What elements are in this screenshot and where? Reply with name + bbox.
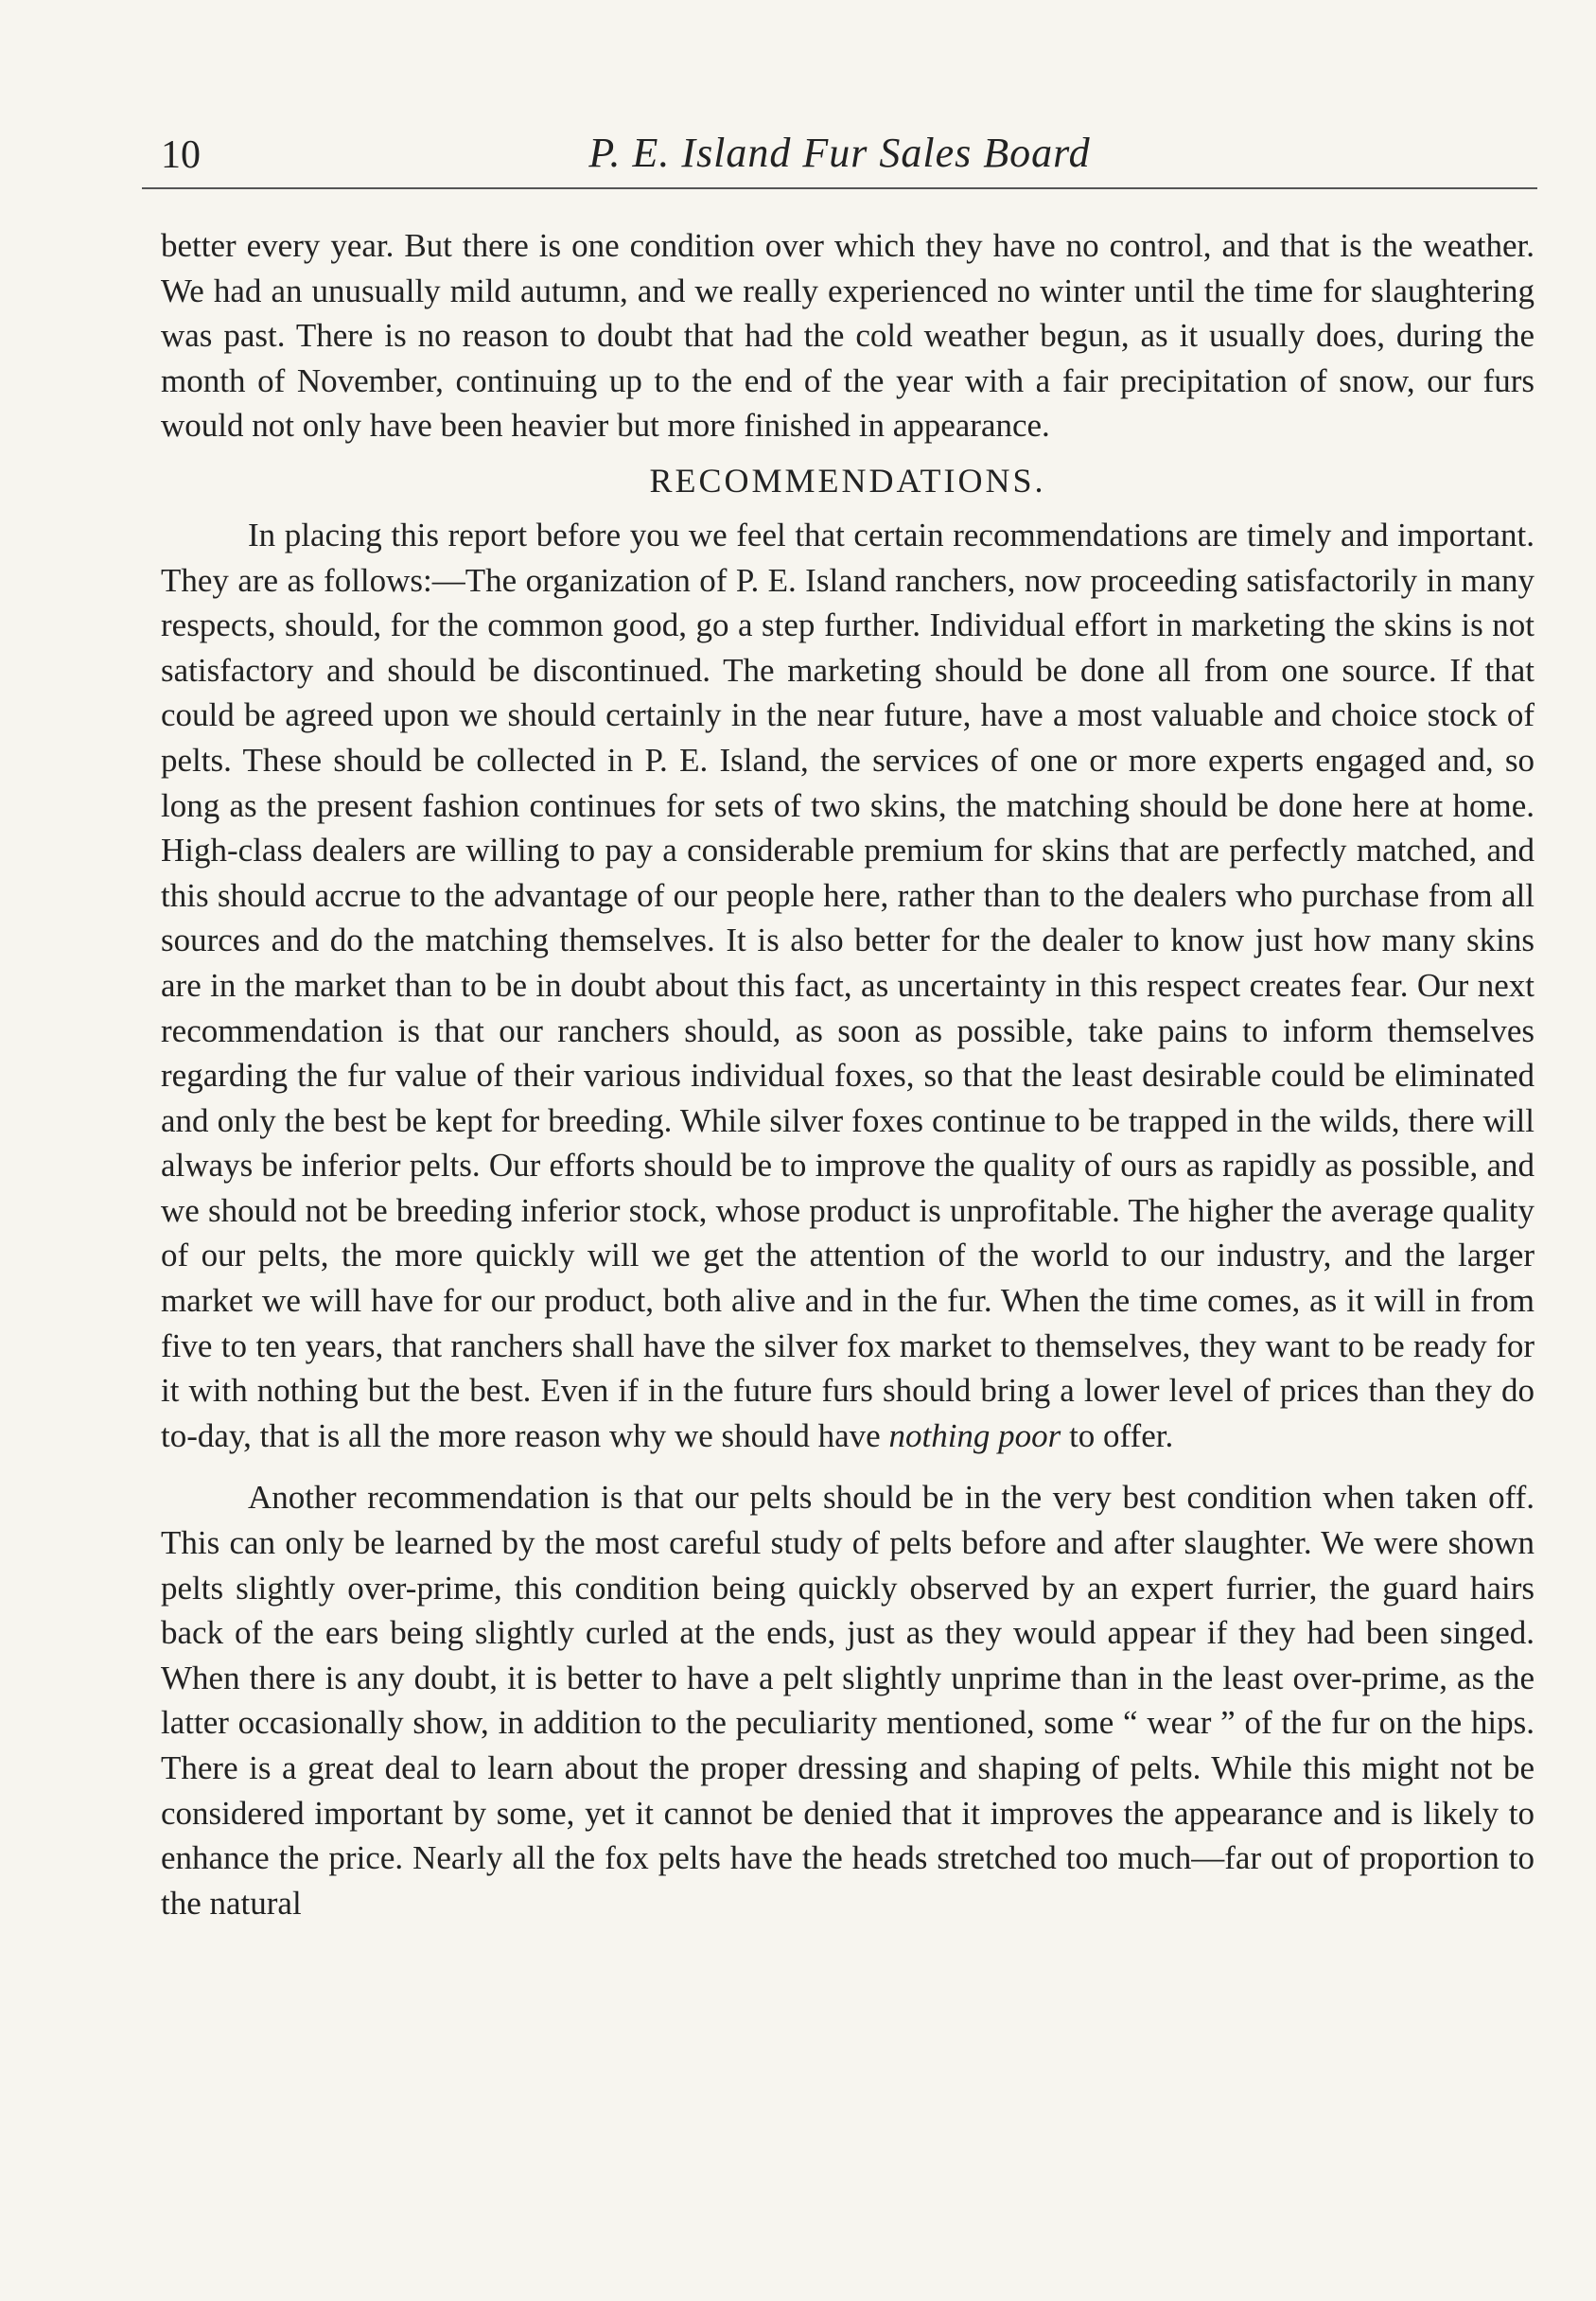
paragraph-gap <box>161 1458 1535 1475</box>
paragraph-recommendations-text: In placing this report before you we feel that certain recommendations are timely and important. They are as follows:—The organization of P. E. Island ranchers, now proceeding satisfactorily in many respects, should, for the common good, go a step further. Individual effort in marketing the skins is not satisfactory and should be discontinued. The marketing should be done all from one source. If that could be agreed upon we should certainly in the near future, have a most valuable and choice stock of pelts. These should be collected in P. E. Island, the services of one or more experts engaged and, so long as the present fashion continues for sets of two skins, the matching should be done here at home. High-class dealers are willing to pay a considerable premium for skins that are perfectly matched, and this should accrue to the advantage of our people here, rather than to the dealers who purchase from all sources and do the matching themselves. It is also better for the dealer to know just how many skins are in the market than to be in doubt about this fact, as uncertainty in this respect creates fear. Our next recommendation is that our ranchers should, as soon as possible, take pains to inform themselves regarding the fur value of their various individual foxes, so that the least desirable could be eliminated and only the best be kept for breeding. While silver foxes continue to be trapped in the wilds, there will always be inferior pelts. Our efforts should be to improve the quality of ours as rapidly as possible, and we should not be breeding inferior stock, whose product is unprofitable. The higher the average quality of our pelts, the more quickly will we get the attention of the world to our industry, and the larger market we will have for our product, both alive and in the fur. When the time comes, as it will in from five to ten years, that ranchers shall have the silver fox market to themselves, they want to be ready for it with nothing but the best. Even if in the future furs should bring a lower level of prices than they do to-day, that is all the more reason why we should have <box>161 516 1535 1454</box>
page-body <box>161 223 1535 1925</box>
page-number: 10 <box>161 133 201 177</box>
paragraph-recommendations <box>161 513 1535 1458</box>
paragraph-pelt-condition: Another recommendation is that our pelts should be in the very best condition when taken off. This can only be learned by the most careful study of pelts before and after slaughter. We were shown pelts slightly over-prime, this condition being quickly observed by an expert furrier, the guard hairs back of the ears being slightly curled at the ends, just as they would appear if they had been singed. When there is any doubt, it is better to have a pelt slightly unprime than in the least over-prime, as the latter occasionally show, in addition to the peculiarity mentioned, some “ wear ” of the fur on the hips. There is a great deal to learn about the proper dressing and shaping of pelts. While this might not be considered important by some, yet it cannot be denied that it improves the appearance and is likely to enhance the price. Nearly all the fox pelts have the heads stretched too much—far out of proportion to the natural <box>161 1479 1535 1922</box>
running-title: P. E. Island Fur Sales Board <box>588 130 1091 176</box>
page-header <box>142 121 1537 189</box>
paragraph-weather: better every year. But there is one condition over which they have no control, and that is the weather. We had an unusually mild autumn, and we really experienced no winter until the time for slaughtering was past. There is no reason to doubt that had the cold weather begun, as it usually does, during the month of November, continuing up to the end of the year with a fair precipitation of snow, our furs would not only have been heavier but more finished in appearance. <box>161 227 1535 445</box>
emphasis-text: nothing poor <box>888 1416 1061 1454</box>
paragraph-recommendations-end: to offer. <box>1069 1416 1174 1454</box>
section-heading: RECOMMENDATIONS. <box>649 461 1046 500</box>
